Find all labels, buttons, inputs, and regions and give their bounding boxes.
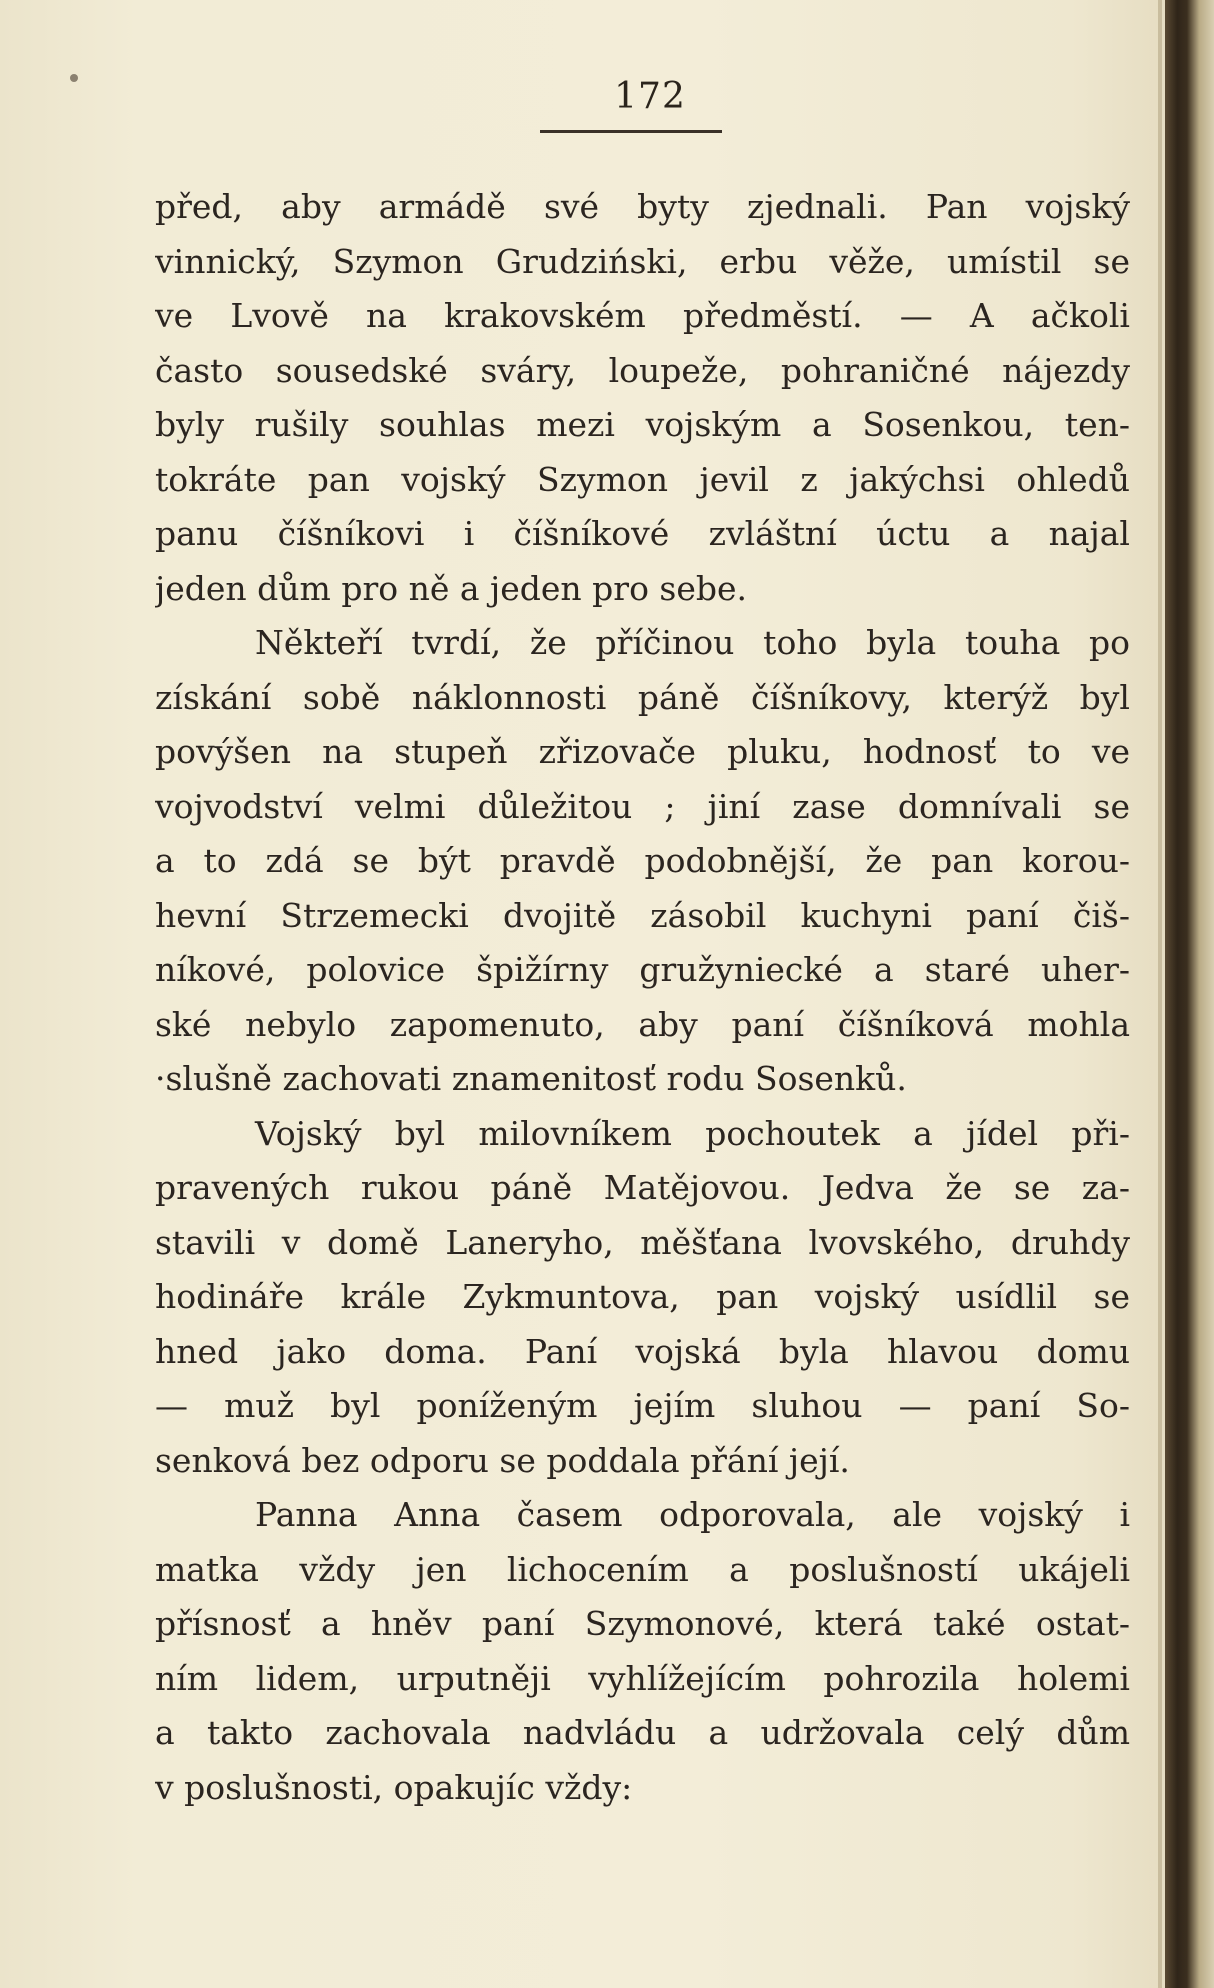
text-line: níkové, polovice špižírny gružyniecké a staré uher- — [155, 950, 1130, 989]
text-line: — muž byl poníženým jejím sluhou — paní So- — [155, 1386, 1130, 1425]
text-line: hned jako doma. Paní vojská byla hlavou domu — [155, 1331, 1130, 1371]
text-line: ním lidem, urputněji vyhlížejícím pohrozila holemi — [155, 1658, 1130, 1698]
body-text — [155, 180, 1130, 1815]
text-line: ·slušně zachovati znamenitosť rodu Sosenků. — [155, 1059, 907, 1098]
paragraph-first-line: Vojský byl milovníkem pochoutek a jídel při- — [255, 1113, 1130, 1153]
page-edge — [1158, 0, 1162, 1988]
text-line: pravených rukou páně Matějovou. Jedva že se za- — [155, 1168, 1130, 1207]
page-number-rule — [540, 130, 722, 133]
paragraph-first-line: Panna Anna časem odporovala, ale vojský i — [255, 1495, 1130, 1534]
text-line: vinnický, Szymon Grudziński, erbu věže, umístil se — [155, 241, 1130, 281]
text-line: hevní Strzemecki dvojitě zásobil kuchyni paní čiš- — [155, 895, 1130, 935]
text-line: byly rušily souhlas mezi vojským a Sosenkou, ten- — [155, 405, 1130, 444]
text-line: často sousedské sváry, loupeže, pohraničné nájezdy — [155, 350, 1130, 390]
book-gutter — [1165, 0, 1214, 1988]
text-line: před, aby armádě své byty zjednali. Pan vojský — [155, 187, 1130, 226]
text-line: stavili v domě Laneryho, měšťana lvovského, druhdy — [155, 1222, 1130, 1262]
print-speck — [70, 74, 78, 82]
page-number: 172 — [614, 76, 686, 117]
text-line: přísnosť a hněv paní Szymonové, která také ostat- — [155, 1604, 1130, 1643]
paragraph-first-line: Někteří tvrdí, že příčinou toho byla touha po — [255, 623, 1130, 662]
text-line: a to zdá se být pravdě podobnější, že pan korou- — [155, 841, 1130, 880]
text-line: a takto zachovala nadvládu a udržovala celý dům — [155, 1713, 1130, 1752]
text-line: získání sobě náklonnosti páně číšníkovy, kterýž byl — [155, 677, 1130, 717]
text-line: povýšen na stupeň zřizovače pluku, hodnosť to ve — [155, 732, 1130, 771]
text-line: v poslušnosti, opakujíc vždy: — [155, 1767, 633, 1807]
text-line: panu číšníkovi i číšníkové zvláštní úctu a najal — [155, 514, 1130, 553]
text-line: vojvodství velmi důležitou ; jiní zase domnívali se — [155, 786, 1130, 826]
text-line: hodináře krále Zykmuntova, pan vojský usídlil se — [155, 1277, 1130, 1316]
text-line: senková bez odporu se poddala přání její. — [155, 1440, 850, 1480]
text-line: ské nebylo zapomenuto, aby paní číšníková mohla — [155, 1004, 1130, 1044]
text-line: matka vždy jen lichocením a poslušností ukájeli — [155, 1549, 1130, 1589]
text-line: jeden dům pro ně a jeden pro sebe. — [155, 568, 748, 608]
text-line: ve Lvově na krakovském předměstí. — A ačkoli — [155, 296, 1130, 335]
text-line: tokráte pan vojský Szymon jevil z jakýchsi ohledů — [155, 459, 1130, 499]
